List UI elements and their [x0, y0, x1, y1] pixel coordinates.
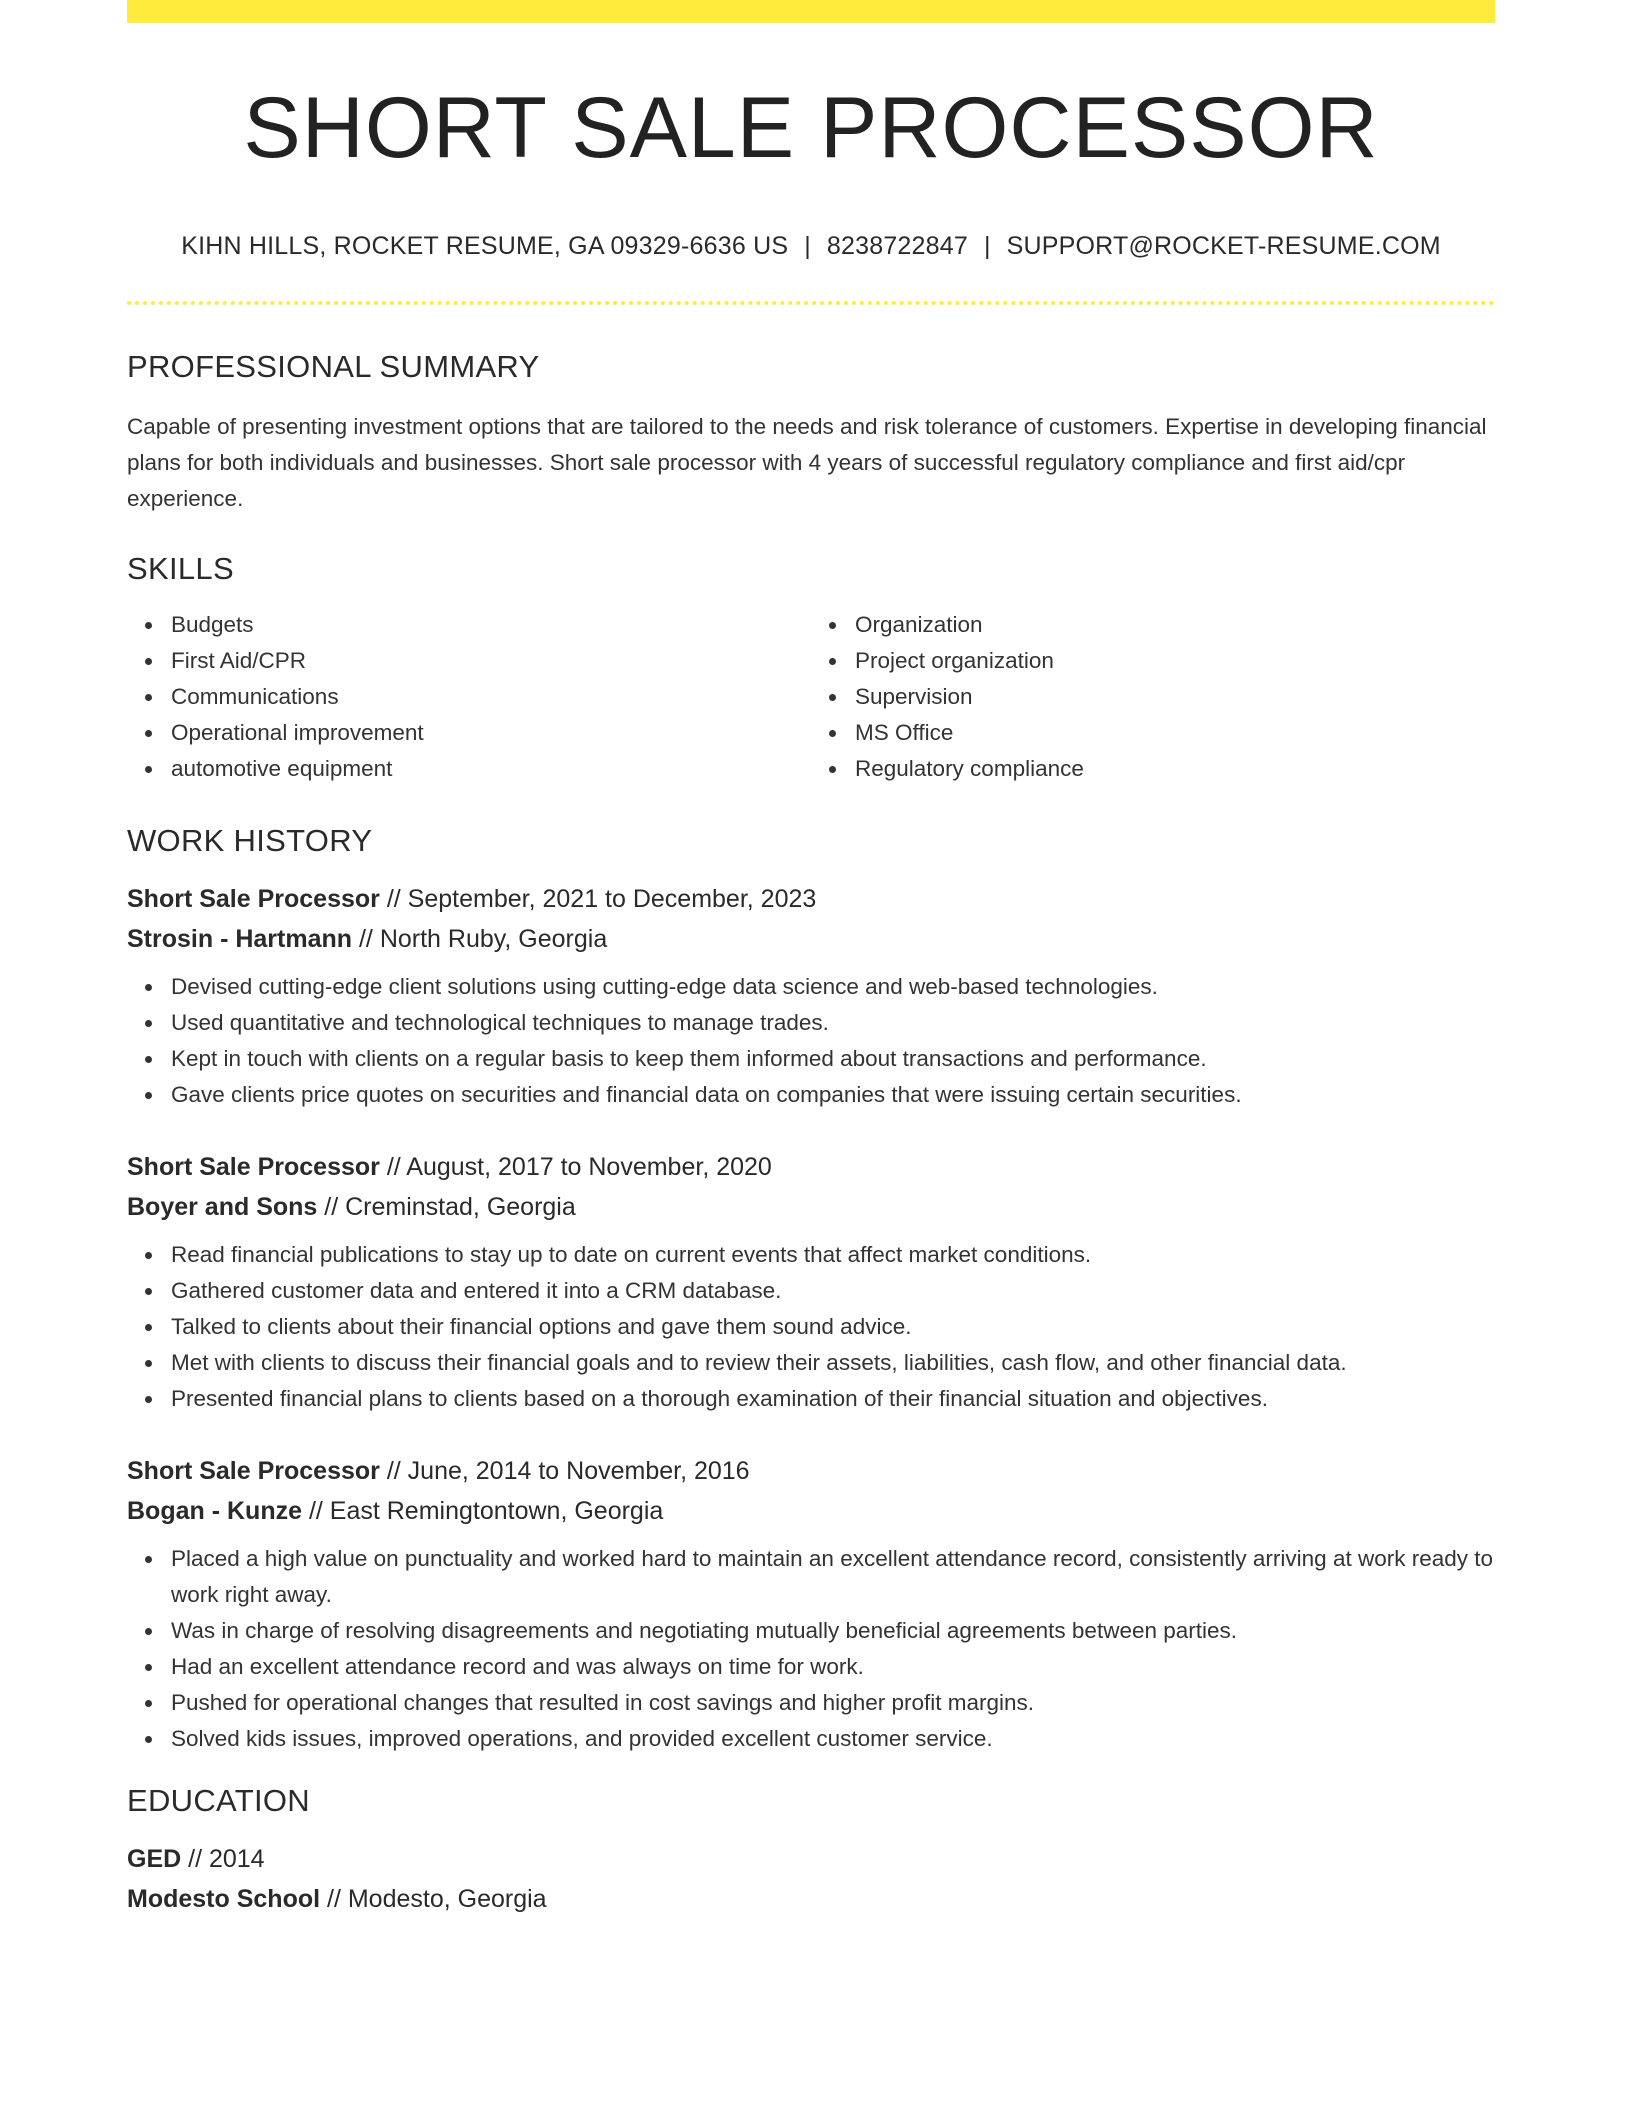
skills-heading: SKILLS	[127, 550, 234, 586]
job-company: Bogan - Kunze	[127, 1496, 302, 1525]
contact-separator: |	[983, 231, 991, 260]
contact-address: KIHN HILLS, ROCKET RESUME, GA 09329-6636 US	[181, 231, 789, 260]
job-duty: Had an excellent attendance record and was always on time for work.	[171, 1649, 1495, 1685]
skill-item: Regulatory compliance	[855, 751, 1495, 787]
skill-item: Organization	[855, 607, 1495, 643]
job-company-line	[127, 919, 1495, 959]
job-dates: // June, 2014 to November, 2016	[379, 1456, 750, 1485]
job-company: Strosin - Hartmann	[127, 924, 353, 953]
job-duty: Was in charge of resolving disagreements and negotiating mutually beneficial agreements between parties.	[171, 1613, 1495, 1649]
job-location: // North Ruby, Georgia	[352, 924, 608, 953]
skill-item: MS Office	[855, 715, 1495, 751]
job-company-line	[127, 1491, 1495, 1531]
education-year: // 2014	[181, 1844, 265, 1873]
job-title-line	[127, 1147, 1495, 1187]
job-title-line	[127, 879, 1495, 919]
education-entry	[127, 1839, 1495, 1919]
dotted-divider	[127, 301, 1495, 305]
skill-item: First Aid/CPR	[171, 643, 811, 679]
education-heading: EDUCATION	[127, 1782, 310, 1818]
education-school: Modesto School	[127, 1884, 321, 1913]
job-company: Boyer and Sons	[127, 1192, 318, 1221]
summary-heading: PROFESSIONAL SUMMARY	[127, 348, 540, 384]
contact-phone: 8238722847	[826, 231, 968, 260]
job-duties	[127, 1541, 1495, 1757]
education-location: // Modesto, Georgia	[320, 1884, 547, 1913]
job-entry	[127, 1451, 1495, 1757]
education-degree-line	[127, 1839, 1495, 1879]
job-duty: Solved kids issues, improved operations, and provided excellent customer service.	[171, 1721, 1495, 1757]
job-entry	[127, 1147, 1495, 1417]
job-duty: Pushed for operational changes that resulted in cost savings and higher profit margins.	[171, 1685, 1495, 1721]
job-duty: Read financial publications to stay up to date on current events that affect market conditions.	[171, 1237, 1495, 1273]
summary-text: Capable of presenting investment options that are tailored to the needs and risk tolerance of customers. Expertise in developing financial plans for both individuals and businesses. Short sale processor with 4 years of successful regulatory compliance and first aid/cpr experience.	[127, 413, 1487, 511]
resume-page	[127, 0, 1495, 1919]
skills-column-left	[127, 607, 811, 787]
job-entry	[127, 879, 1495, 1113]
job-duty: Gathered customer data and entered it into a CRM database.	[171, 1273, 1495, 1309]
job-duty: Used quantitative and technological techniques to manage trades.	[171, 1005, 1495, 1041]
skill-item: Communications	[171, 679, 811, 715]
work-history-heading: WORK HISTORY	[127, 822, 373, 858]
contact-separator: |	[804, 231, 811, 260]
job-title-line	[127, 1451, 1495, 1491]
education-school-line	[127, 1879, 1495, 1919]
job-dates: // August, 2017 to November, 2020	[379, 1152, 772, 1181]
skill-item: Supervision	[855, 679, 1495, 715]
contact-line	[127, 232, 1495, 261]
education-degree: GED	[127, 1844, 182, 1873]
job-title: Short Sale Processor	[127, 1152, 380, 1181]
job-duty: Gave clients price quotes on securities and financial data on companies that were issuing certain securities.	[171, 1077, 1495, 1113]
job-duty: Devised cutting-edge client solutions using cutting-edge data science and web-based technologies.	[171, 969, 1495, 1005]
job-duty: Presented financial plans to clients based on a thorough examination of their financial situation and objectives.	[171, 1381, 1495, 1417]
job-duties	[127, 969, 1495, 1113]
skill-item: Project organization	[855, 643, 1495, 679]
job-title: Short Sale Processor	[127, 884, 380, 913]
job-dates: // September, 2021 to December, 2023	[379, 884, 817, 913]
job-duty: Kept in touch with clients on a regular basis to keep them informed about transactions and performance.	[171, 1041, 1495, 1077]
job-duty: Met with clients to discuss their financial goals and to review their assets, liabilities, cash flow, and other financial data.	[171, 1345, 1495, 1381]
job-company-line	[127, 1187, 1495, 1227]
job-location: // Creminstad, Georgia	[317, 1192, 576, 1221]
job-duty: Talked to clients about their financial options and gave them sound advice.	[171, 1309, 1495, 1345]
skill-item: automotive equipment	[171, 751, 811, 787]
job-duty: Placed a high value on punctuality and worked hard to maintain an excellent attendance record, consistently arriving at work ready to work right away.	[171, 1541, 1495, 1613]
job-duties	[127, 1237, 1495, 1417]
skill-item: Operational improvement	[171, 715, 811, 751]
skills-column-right	[811, 607, 1495, 787]
accent-top-bar	[127, 0, 1495, 23]
job-location: // East Remingtontown, Georgia	[302, 1496, 664, 1525]
contact-email: SUPPORT@ROCKET-RESUME.COM	[1006, 231, 1441, 260]
skill-item: Budgets	[171, 607, 811, 643]
skills-list	[127, 607, 1495, 787]
job-title: Short Sale Processor	[127, 1456, 380, 1485]
resume-title: SHORT SALE PROCESSOR	[243, 80, 1379, 176]
